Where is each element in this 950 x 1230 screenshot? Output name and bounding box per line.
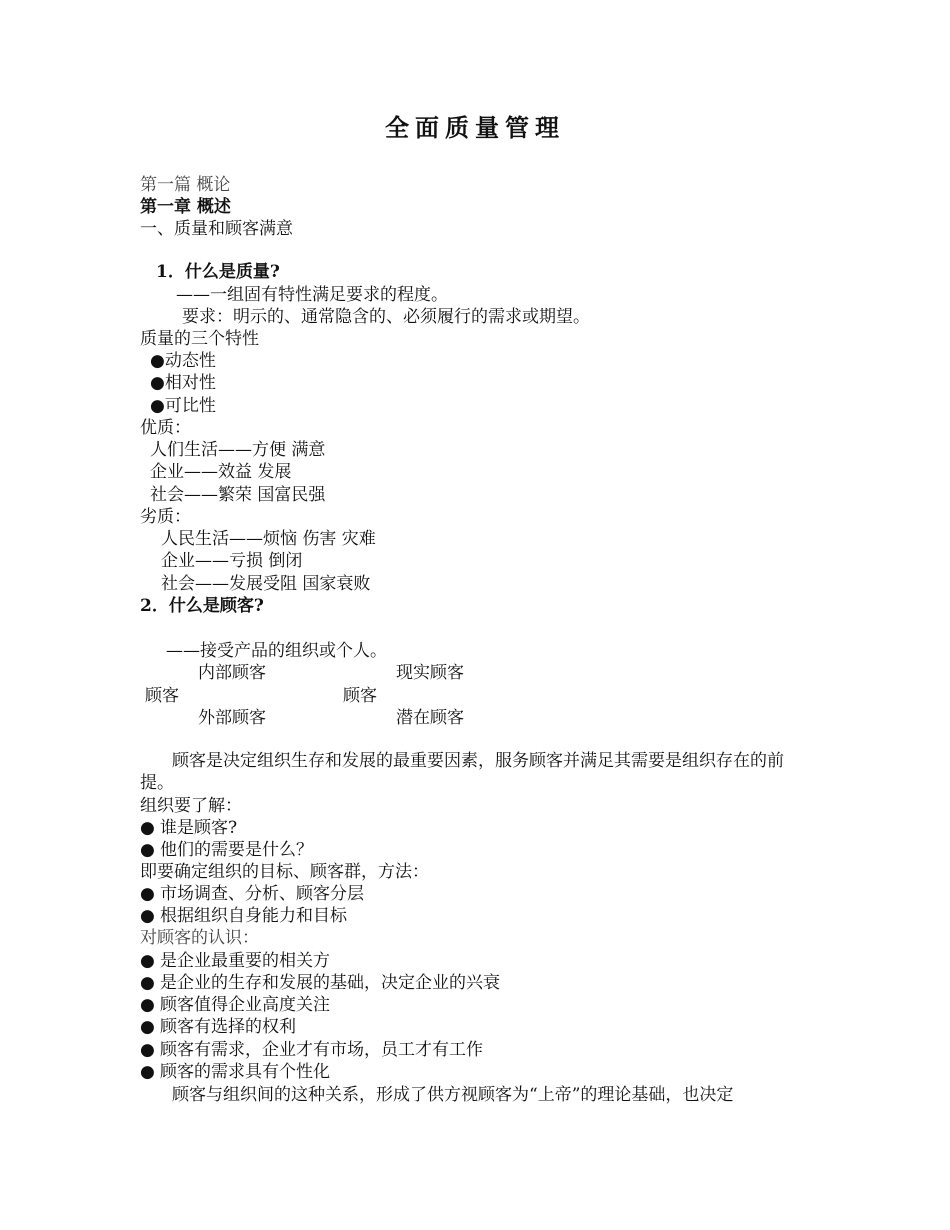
recognition-list-item [140,994,330,1016]
real-customer-label: 现实顾客 [396,663,464,683]
external-customer-label: 外部顾客 [198,708,266,728]
method-list-item [140,883,364,905]
recognition-item-text: 顾客有需求，企业才有市场，员工才有工作 [160,1040,483,1060]
paragraph-god-theory: 顾客与组织间的这种关系，形成了供方视顾客为“上帝”的理论基础，也决定 [172,1085,734,1105]
bullet-icon: ● [140,973,155,993]
org-heading: 组织要了解： [140,796,242,816]
internal-customer-label: 内部顾客 [198,663,266,683]
recognition-item-text: 是企业的生存和发展的基础，决定企业的兴衰 [160,973,500,993]
customer-root-label: 顾客 [145,686,179,706]
document-title: 全面质量管理 [385,113,565,142]
recognition-item-text: 是企业最重要的相关方 [160,951,330,971]
good-quality-item: 人们生活——方便 满意 [150,440,326,460]
bad-quality-item: 人民生活——烦恼 伤害 灾难 [161,529,376,549]
customer-definition: ——接受产品的组织或个人。 [166,641,387,661]
question-1: 1．什么是质量? [156,262,280,282]
good-quality-item: 企业——效益 发展 [150,462,292,482]
recognition-item-text: 顾客有选择的权利 [160,1017,296,1037]
paragraph-customer-importance: 顾客是决定组织生存和发展的最重要因素，服务顾客并满足其需要是组织存在的前提。 [140,751,784,794]
trait-item: ●动态性 [150,351,216,371]
good-quality-item: 社会——繁荣 国富民强 [150,485,326,505]
recognition-list-item [140,1016,296,1038]
bad-quality-item: 社会——发展受阻 国家衰败 [161,574,371,594]
recognition-list-item [140,1039,483,1061]
bullet-icon: ● [140,906,155,926]
recognition-heading: 对顾客的认识： [140,928,259,948]
recognition-item-text: 顾客值得企业高度关注 [160,995,330,1015]
org-item-text: 谁是顾客? [160,818,238,838]
recognition-list-item [140,972,500,994]
recognition-list-item [140,950,330,972]
potential-customer-label: 潜在顾客 [396,708,464,728]
trait-item: ●相对性 [150,373,216,393]
traits-heading: 质量的三个特性 [140,329,259,349]
bad-quality-item: 企业——亏损 倒闭 [161,551,303,571]
part-heading: 第一篇 概论 [140,175,231,195]
quality-definition: ——一组固有特性满足要求的程度。 [176,285,448,305]
customer-mid-label: 顾客 [343,686,377,706]
method-list-item [140,905,347,927]
method-item-text: 市场调查、分析、顾客分层 [160,884,364,904]
trait-item: ●可比性 [150,396,216,416]
org-list-item [140,839,313,861]
method-heading: 即要确定组织的目标、顾客群，方法： [140,862,429,882]
section-heading: 一、质量和顾客满意 [140,219,293,239]
good-quality-heading: 优质： [140,418,191,438]
bullet-icon: ● [140,1040,155,1060]
bullet-icon: ● [140,951,155,971]
method-item-text: 根据组织自身能力和目标 [160,906,347,926]
bullet-icon: ● [140,1017,155,1037]
bullet-icon: ● [140,840,155,860]
bullet-icon: ● [140,884,155,904]
bullet-icon: ● [140,995,155,1015]
quality-requirement: 要求：明示的、通常隐含的、必须履行的需求或期望。 [182,307,590,327]
question-2: 2．什么是顾客? [140,596,264,616]
org-item-text: 他们的需要是什么？ [160,840,313,860]
recognition-list-item [140,1061,330,1083]
chapter-heading: 第一章 概述 [140,197,231,217]
recognition-item-text: 顾客的需求具有个性化 [160,1062,330,1082]
bullet-icon: ● [140,1062,155,1082]
bullet-icon: ● [140,818,155,838]
org-list-item [140,817,237,839]
bad-quality-heading: 劣质： [140,507,191,527]
